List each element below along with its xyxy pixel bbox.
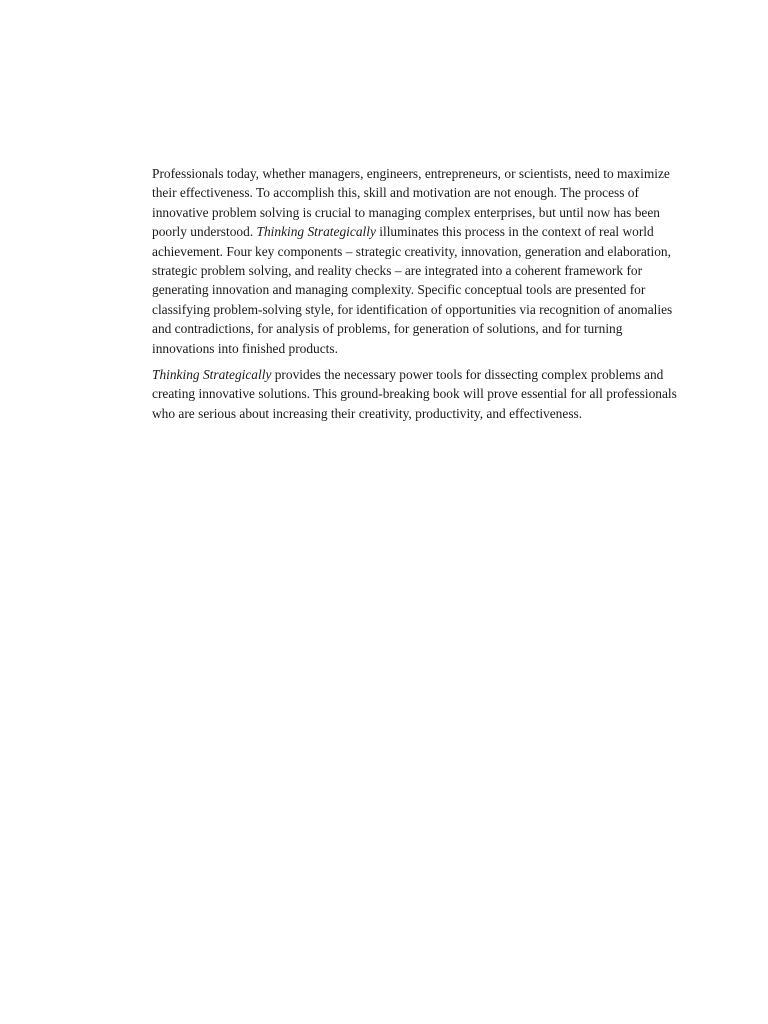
paragraph-1-part-1: Professionals today, whether managers, engineers, entrepreneurs, or scientists, need to maximize their effectiveness. To accomplish this, skill and motivation are not enough. The process of innovative problem solving is crucial to managing complex enterprises, but until now has been poorly understood. — [152, 166, 670, 240]
paragraph-2 — [152, 365, 682, 423]
paragraph-1 — [152, 164, 682, 358]
paragraph-2-part-1: provides the necessary power tools for dissecting complex problems and creating innovative solutions. This ground-breaking book will prove essential for all professionals who are serious about increasing their creativity, productivity, and effectiveness. — [152, 367, 677, 421]
description-text-block — [152, 164, 682, 430]
book-title-italic: Thinking Strategically — [256, 224, 376, 240]
book-title-italic-2: Thinking Strategically — [152, 367, 272, 383]
paragraph-1-part-2: illuminates this process in the context of real world achievement. Four key components – strategic creativity, innovation, generation and elaboration, strategic problem solving, and reality checks – are integrated into a coherent framework for generating innovation and managing complexity. Specific conceptual tools are presented for classifying problem-solving style, for identification of opportunities via recognition of anomalies and contradictions, for analysis of problems, for generation of solutions, and for turning innovations into finished products. — [152, 224, 673, 356]
